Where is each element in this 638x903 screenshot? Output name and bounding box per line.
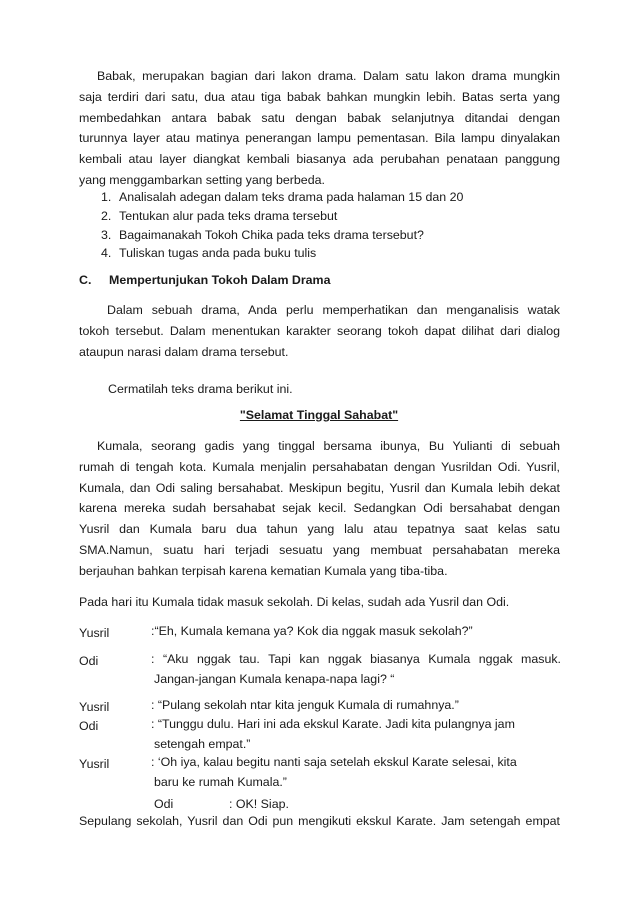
- story-line: Yusril dan Kumala baru dua tahun yang lalu atau tepatnya saat kelas satu: [79, 522, 560, 537]
- dialog-speaker: Odi: [79, 654, 99, 668]
- section-title: Mempertunjukan Tokoh Dalam Drama: [109, 273, 331, 287]
- dialog-speaker: Yusril: [79, 626, 110, 640]
- intro-line: yang menggambarkan setting yang berbeda.: [79, 172, 325, 187]
- task-item: 2. Tentukan alur pada teks drama tersebut: [101, 209, 338, 223]
- intro-line: membedahkan antara babak satu dengan babak selanjutnya ditandai dengan: [79, 110, 560, 125]
- task-item: 1. Analisalah adegan dalam teks drama pada halaman 15 dan 20: [101, 190, 464, 204]
- dialog-text: : “Pulang sekolah ntar kita jenguk Kumala di rumahnya.”: [151, 698, 459, 712]
- dialog-text: :“Eh, Kumala kemana ya? Kok dia nggak masuk sekolah?”: [151, 624, 473, 638]
- story-line: karena mereka sudah bersahabat sejak kecil. Sedangkan Odi bersahabat dengan: [79, 501, 560, 516]
- intro-paragraph: [79, 66, 560, 191]
- dialog-speaker: Yusril: [79, 700, 110, 714]
- story-line: berjauhan bahkan terpisah karena kematian Kumala yang tiba-tiba.: [79, 563, 448, 578]
- task-item: 4. Tuliskan tugas anda pada buku tulis: [101, 246, 317, 260]
- dialog-text: : “Tunggu dulu. Hari ini ada ekskul Karate. Jadi kita pulangnya jam setengah empat.”: [151, 717, 515, 751]
- closing-line: Sepulang sekolah, Yusril dan Odi pun mengikuti ekskul Karate. Jam setengah empat: [79, 814, 560, 828]
- drama-title: "Selamat Tinggal Sahabat": [239, 408, 399, 422]
- instruction-text: Cermatilah teks drama berikut ini.: [108, 382, 293, 396]
- section-line: Dalam sebuah drama, Anda perlu memperhatikan dan menganalisis watak: [107, 303, 560, 317]
- section-line: ataupun narasi dalam drama tersebut.: [79, 344, 289, 359]
- odi-reply-speaker: Odi: [154, 797, 174, 811]
- dialog-text: : ‘Oh iya, kalau begitu nanti saja setelah ekskul Karate selesai, kita baru ke rumah Kumala.”: [151, 755, 517, 789]
- intro-line: saja terdiri dari satu, dua atau tiga babak bahkan mungkin lebih. Batas serta yang: [79, 89, 560, 104]
- dialog-speaker: Odi: [79, 719, 99, 733]
- closing-paragraph: [79, 811, 560, 832]
- task-item: 3. Bagaimanakah Tokoh Chika pada teks drama tersebut?: [101, 228, 424, 242]
- story-line: Kumala, dan Odi saling bersahabat. Meskipun begitu, Yusril dan Kumala lebih dekat: [79, 480, 560, 495]
- dialog-speaker: Yusril: [79, 757, 110, 771]
- story-line: Kumala, seorang gadis yang tinggal bersama ibunya, Bu Yulianti di sebuah: [97, 439, 560, 453]
- intro-line: kembali atau layer diangkat kembali biasanya ada perubahan penataan panggung: [79, 152, 560, 167]
- section-paragraph: [79, 300, 560, 362]
- story-line: SMA.Namun, suatu hari terjadi sesuatu yang membuat persahabatan mereka: [79, 542, 560, 557]
- story-line: rumah di tengah kota. Kumala menjalin persahabatan dengan Yusrildan Odi. Yusril,: [79, 459, 560, 474]
- story-paragraph: [79, 436, 560, 582]
- section-letter: C.: [79, 273, 92, 287]
- section-heading: [79, 273, 330, 287]
- scene-intro: Pada hari itu Kumala tidak masuk sekolah. Di kelas, sudah ada Yusril dan Odi.: [79, 595, 510, 609]
- intro-line: Babak, merupakan bagian dari lakon drama. Dalam satu lakon drama mungkin: [97, 69, 560, 83]
- odi-reply-text: : OK! Siap.: [229, 797, 289, 811]
- dialog-text: : “Aku nggak tau. Tapi kan nggak biasanya Kumala nggak masuk. Jangan-jangan Kumala kenapa-napa lagi? “: [151, 652, 561, 686]
- intro-line: turunnya layer atau matinya penerangan lampu pementasan. Bila lampu dinyalakan: [79, 131, 560, 146]
- section-line: tokoh tersebut. Dalam menentukan karakter seorang tokoh dapat dilihat dari dialog: [79, 323, 560, 338]
